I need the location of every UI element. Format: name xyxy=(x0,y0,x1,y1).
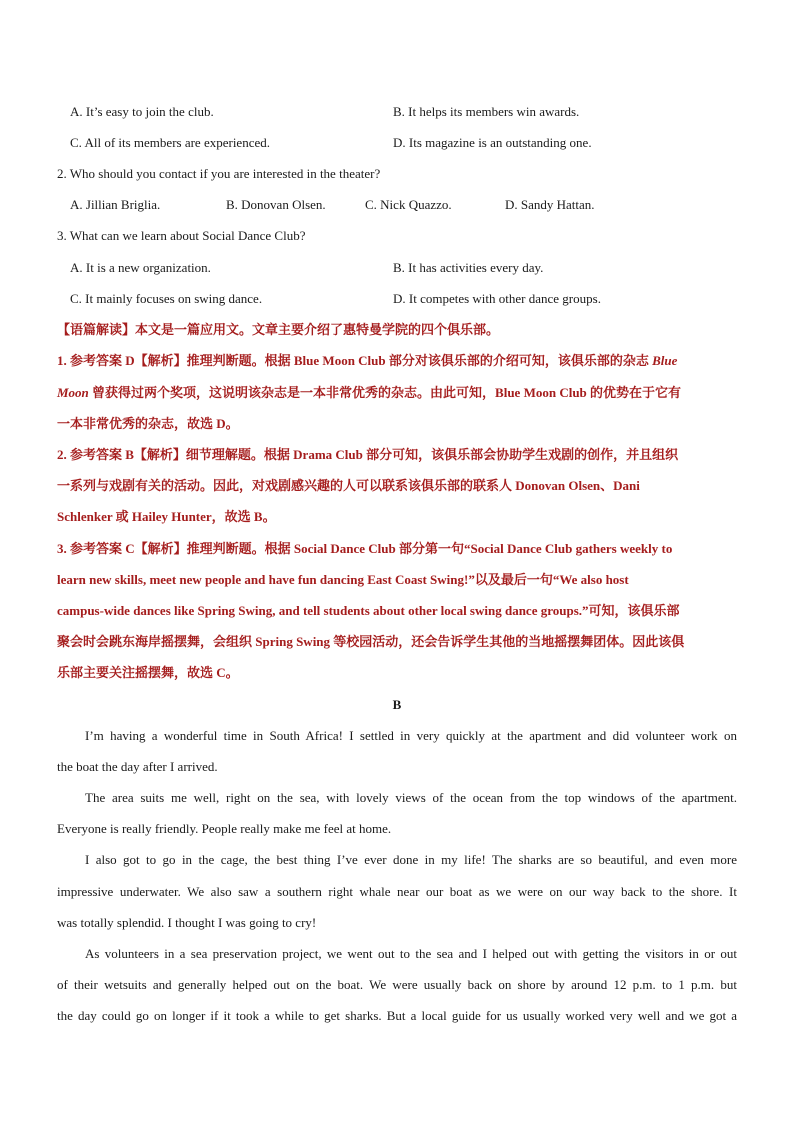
q1-option-d: D. Its magazine is an outstanding one. xyxy=(393,135,592,150)
answer-3-line-3: campus-wide dances like Spring Swing, and tell students about other local swing dance groups.”可知，该俱乐部 xyxy=(57,603,680,618)
answer-2-line-2: 一系列与戏剧有关的活动。因此，对戏剧感兴趣的人可以联系该俱乐部的联系人 Donovan Olsen、Dani xyxy=(57,478,640,493)
paragraph-3-line-2: impressive underwater. We also saw a southern right whale near our boat as we were on our way back to the shore. It xyxy=(57,884,737,899)
paragraph-1-line-2: the boat the day after I arrived. xyxy=(57,759,218,774)
answer-3-line-4: 聚会时会跳东海岸摇摆舞，会组织 Spring Swing 等校园活动，还会告诉学生其他的当地摇摆舞团体。因此该俱 xyxy=(57,634,685,649)
q2-option-c: C. Nick Quazzo. xyxy=(365,197,452,212)
q3-option-c: C. It mainly focuses on swing dance. xyxy=(70,291,263,306)
q1-option-a: A. It’s easy to join the club. xyxy=(70,104,214,119)
q3-option-d: D. It competes with other dance groups. xyxy=(393,291,601,306)
answer-1-text-cont: 曾获得过两个奖项，这说明该杂志是一本非常优秀的杂志。由此可知，Blue Moon Club 的优势在于它有 xyxy=(88,385,682,400)
paragraph-3-line-3: was totally splendid. I thought I was going to cry! xyxy=(57,915,317,930)
q2-option-b: B. Donovan Olsen. xyxy=(226,197,326,212)
paragraph-4-line-2: of their wetsuits and generally helped out on the boat. We were usually back on shore by around 12 p.m. to 1 p.m. but xyxy=(57,977,737,992)
q3-stem: 3. What can we learn about Social Dance Club? xyxy=(57,228,306,243)
answer-1-line-3: 一本非常优秀的杂志，故选 D。 xyxy=(57,416,239,431)
q3-option-b: B. It has activities every day. xyxy=(393,260,544,275)
magazine-title-part-2: Moon xyxy=(57,385,89,400)
paragraph-3-line-1: I also got to go in the cage, the best thing I’ve ever done in my life! The sharks are so beautiful, and even more xyxy=(85,852,737,867)
paragraph-2-line-1: The area suits me well, right on the sea, with lovely views of the ocean from the top windows of the apartment. xyxy=(85,790,737,805)
q3-option-a: A. It is a new organization. xyxy=(70,260,211,275)
magazine-title-part-1: Blue xyxy=(652,353,678,368)
q2-option-a: A. Jillian Briglia. xyxy=(70,197,161,212)
answer-3-line-5: 乐部主要关注摇摆舞，故选 C。 xyxy=(57,665,239,680)
answer-2-line-3: Schlenker 或 Hailey Hunter，故选 B。 xyxy=(57,509,276,524)
q1-option-b: B. It helps its members win awards. xyxy=(393,104,580,119)
section-heading: B xyxy=(392,697,402,712)
paragraph-1-line-1: I’m having a wonderful time in South Africa! I settled in very quickly at the apartment and did volunteer work on xyxy=(85,728,737,743)
answer-3-line-1: 3. 参考答案 C【解析】推理判断题。根据 Social Dance Club 部分第一句“Social Dance Club gathers weekly to xyxy=(57,541,673,556)
paragraph-4-line-3: the day could go on longer if it took a while to get sharks. But a local guide for us usually worked very well and we got a xyxy=(57,1008,737,1023)
q2-option-d: D. Sandy Hattan. xyxy=(505,197,595,212)
answer-2-line-1: 2. 参考答案 B【解析】细节理解题。根据 Drama Club 部分可知，该俱乐部会协助学生戏剧的创作，并且组织 xyxy=(57,447,679,462)
answer-1-line-1 xyxy=(57,353,737,369)
q1-option-c: C. All of its members are experienced. xyxy=(70,135,270,150)
answer-1-text: 1. 参考答案 D【解析】推理判断题。根据 Blue Moon Club 部分对该俱乐部的介绍可知，该俱乐部的杂志 xyxy=(57,353,653,368)
answer-1-line-2 xyxy=(57,385,737,401)
passage-analysis-intro: 【语篇解读】本文是一篇应用文。文章主要介绍了惠特曼学院的四个俱乐部。 xyxy=(57,322,500,337)
answer-3-line-2: learn new skills, meet new people and have fun dancing East Coast Swing!”以及最后一句“We also host xyxy=(57,572,629,587)
q2-stem: 2. Who should you contact if you are interested in the theater? xyxy=(57,166,381,181)
paragraph-2-line-2: Everyone is really friendly. People really make me feel at home. xyxy=(57,821,392,836)
paragraph-4-line-1: As volunteers in a sea preservation project, we went out to the sea and I helped out with getting the visitors in or out xyxy=(85,946,737,961)
